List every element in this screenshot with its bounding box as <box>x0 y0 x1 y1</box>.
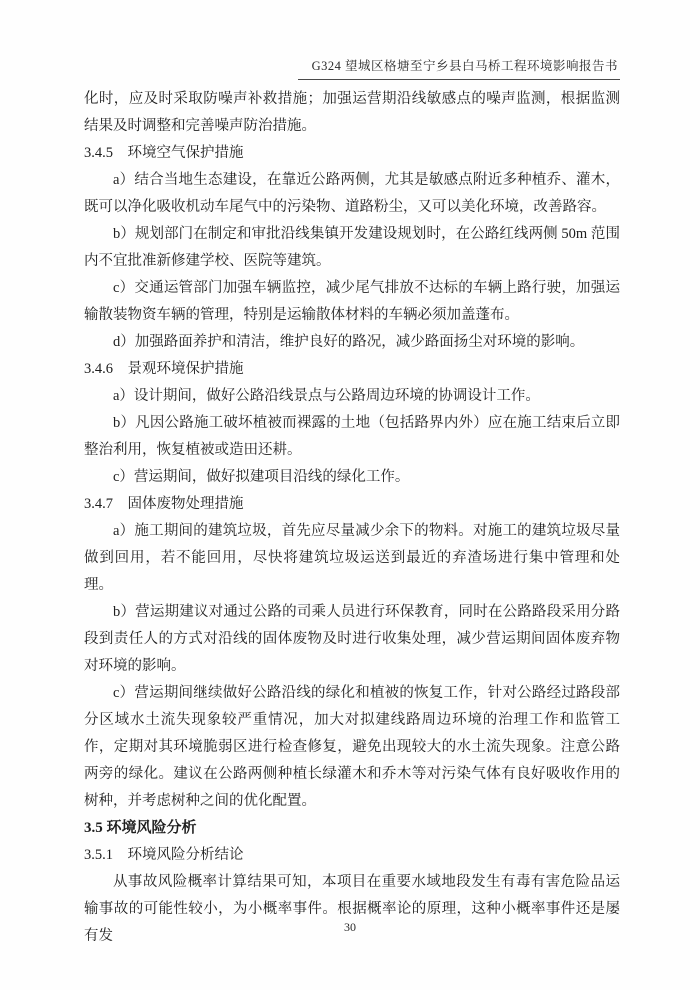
document-content <box>84 86 620 950</box>
paragraph: a）设计期间，做好公路沿线景点与公路周边环境的协调设计工作。 <box>113 388 540 404</box>
page-header <box>84 57 620 80</box>
paragraph: b）规划部门在制定和审批沿线集镇开发建设规划时，在公路红线两侧 50m 范围内不宜批准新修建学校、医院等建筑。 <box>84 226 620 269</box>
paragraph: b）营运期建议对通过公路的司乘人员进行环保教育，同时在公路路段采用分路段到责任人的方式对沿线的固体废物及时进行收集处理，减少营运期间固体废弃物对环境的影响。 <box>84 604 620 674</box>
paragraph: c）营运期间，做好拟建项目沿线的绿化工作。 <box>113 469 410 485</box>
section-heading: 3.5.1 环境风险分析结论 <box>84 847 244 863</box>
paragraph: 化时，应及时采取防噪声补救措施；加强运营期沿线敏感点的噪声监测，根据监测结果及时调整和完善噪声防治措施。 <box>84 91 620 134</box>
section-heading: 3.4.7 固体废物处理措施 <box>84 496 244 512</box>
paragraph: c）交通运管部门加强车辆监控，减少尾气排放不达标的车辆上路行驶，加强运输散装物资车辆的管理，特别是运输散体材料的车辆必须加盖蓬布。 <box>84 280 620 323</box>
paragraph: a）结合当地生态建设，在靠近公路两侧，尤其是敏感点附近多种植乔、灌木，既可以净化吸收机动车尾气中的污染物、道路粉尘，又可以美化环境，改善路容。 <box>84 172 620 215</box>
paragraph: c）营运期间继续做好公路沿线的绿化和植被的恢复工作，针对公路经过路段部分区域水土流失现象较严重情况，加大对拟建线路周边环境的治理工作和监管工作，定期对其环境脆弱区进行检查修复，避免出现较大的水土流失现象。注意公路两旁的绿化。建议在公路两侧种植长绿灌木和乔木等对污染气体有良好吸收作用的树种，并考虑树种之间的优化配置。 <box>84 685 620 809</box>
page-footer <box>0 920 700 935</box>
page-number: 30 <box>344 920 356 934</box>
paragraph: a）施工期间的建筑垃圾，首先应尽量减少余下的物料。对施工的建筑垃圾尽量做到回用，若不能回用，尽快将建筑垃圾运送到最近的弃渣场进行集中管理和处理。 <box>84 523 620 593</box>
header-title: G324 望城区格塘至宁乡县白马桥工程环境影响报告书 <box>298 57 620 80</box>
section-heading: 3.4.5 环境空气保护措施 <box>84 145 244 161</box>
paragraph: b）凡因公路施工破坏植被而裸露的土地（包括路界内外）应在施工结束后立即整治利用，恢复植被或造田还耕。 <box>84 415 620 458</box>
section-heading: 3.4.6 景观环境保护措施 <box>84 361 244 377</box>
paragraph: d）加强路面养护和清洁，维护良好的路况，减少路面扬尘对环境的影响。 <box>113 334 585 350</box>
section-heading: 3.5 环境风险分析 <box>84 820 197 836</box>
paragraph: 从事故风险概率计算结果可知，本项目在重要水域地段发生有毒有害危险品运输事故的可能性较小，为小概率事件。根据概率论的原理，这种小概率事件还是屡有发 <box>84 874 620 944</box>
